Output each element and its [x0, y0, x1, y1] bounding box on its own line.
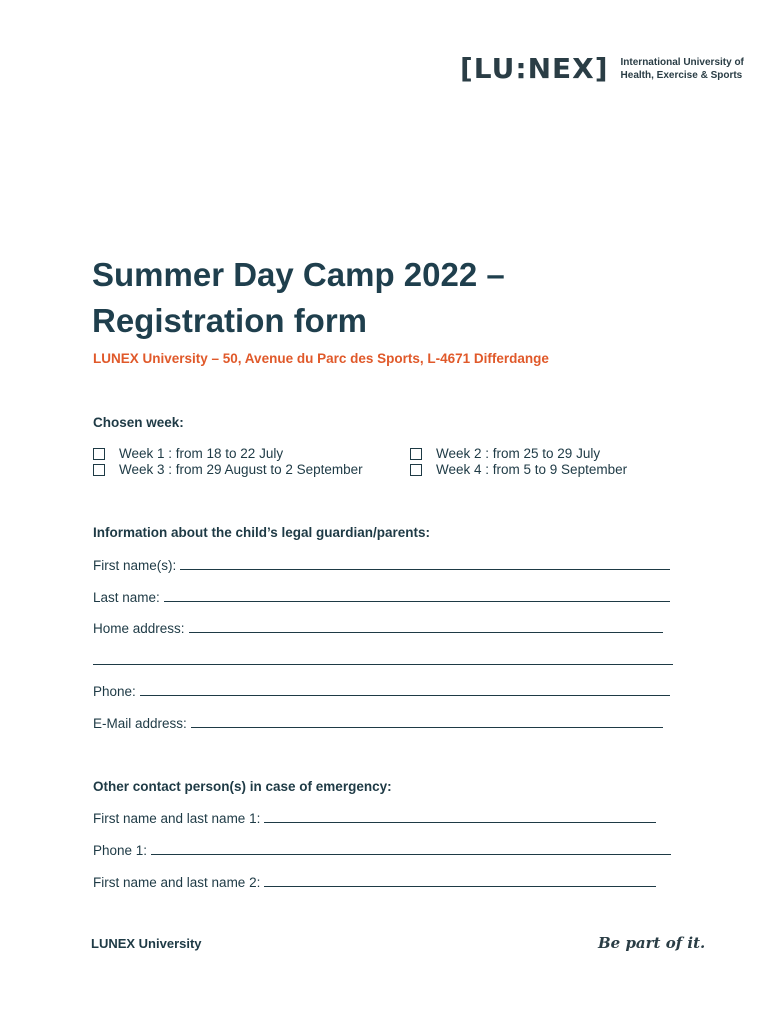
- guardian-last-name-field: [93, 589, 670, 605]
- home-address-line2-input[interactable]: [93, 652, 673, 665]
- last-name-input[interactable]: [164, 589, 670, 602]
- week-3-checkbox[interactable]: [93, 464, 105, 476]
- week-2-label: Week 2 : from 25 to 29 July: [436, 446, 601, 461]
- email-label: E-Mail address:: [93, 716, 187, 731]
- guardian-heading: Information about the child’s legal guardian/parents:: [93, 525, 431, 540]
- guardian-first-name-field: [93, 557, 670, 573]
- guardian-home-address-line2-field: [93, 652, 673, 665]
- week-1-label: Week 1 : from 18 to 22 July: [119, 446, 284, 461]
- footer-slogan: Be part of it.: [598, 934, 706, 952]
- phone-input[interactable]: [140, 683, 670, 696]
- week-3-option[interactable]: [93, 462, 363, 477]
- emergency-name2-label: First name and last name 2:: [93, 875, 261, 890]
- logo-tagline-line1: International University of: [620, 57, 744, 68]
- logo-tagline: [621, 56, 744, 82]
- guardian-email-field: [93, 715, 663, 731]
- emergency-name1-input[interactable]: [264, 810, 656, 823]
- week-2-option[interactable]: [410, 446, 600, 461]
- last-name-label: Last name:: [93, 590, 160, 605]
- emergency-name1-label: First name and last name 1:: [93, 811, 261, 826]
- logo-tagline-line2: Health, Exercise & Sports: [620, 70, 743, 81]
- emergency-phone1-label: Phone 1:: [93, 843, 148, 858]
- lunex-logo: [460, 48, 744, 90]
- emergency-phone1-input[interactable]: [151, 842, 671, 855]
- chosen-week-heading: Chosen week:: [93, 415, 184, 430]
- week-3-label: Week 3 : from 29 August to 2 September: [119, 462, 363, 477]
- week-2-checkbox[interactable]: [410, 448, 422, 460]
- week-1-checkbox[interactable]: [93, 448, 105, 460]
- emergency-name2-input[interactable]: [264, 874, 656, 887]
- footer-university-name: LUNEX University: [91, 936, 202, 951]
- week-1-option[interactable]: [93, 446, 283, 461]
- page-title: [92, 252, 505, 344]
- emergency-heading: Other contact person(s) in case of emergency:: [93, 779, 392, 794]
- week-4-label: Week 4 : from 5 to 9 September: [436, 462, 628, 477]
- emergency-name2-field: [93, 874, 656, 890]
- emergency-name1-field: [93, 810, 656, 826]
- university-address: LUNEX University – 50, Avenue du Parc des Sports, L-4671 Differdange: [93, 351, 549, 366]
- first-name-label: First name(s):: [93, 558, 177, 573]
- home-address-input[interactable]: [189, 620, 663, 633]
- title-line1: Summer Day Camp 2022 –: [92, 256, 505, 293]
- title-line2: Registration form: [92, 302, 368, 339]
- guardian-phone-field: [93, 683, 670, 699]
- emergency-phone1-field: [93, 842, 671, 858]
- week-4-checkbox[interactable]: [410, 464, 422, 476]
- email-input[interactable]: [191, 715, 663, 728]
- home-address-label: Home address:: [93, 621, 185, 636]
- guardian-home-address-field: [93, 620, 663, 636]
- first-name-input[interactable]: [180, 557, 670, 570]
- week-4-option[interactable]: [410, 462, 627, 477]
- logo-mark: [LU:NEX]: [460, 52, 609, 85]
- phone-label: Phone:: [93, 684, 136, 699]
